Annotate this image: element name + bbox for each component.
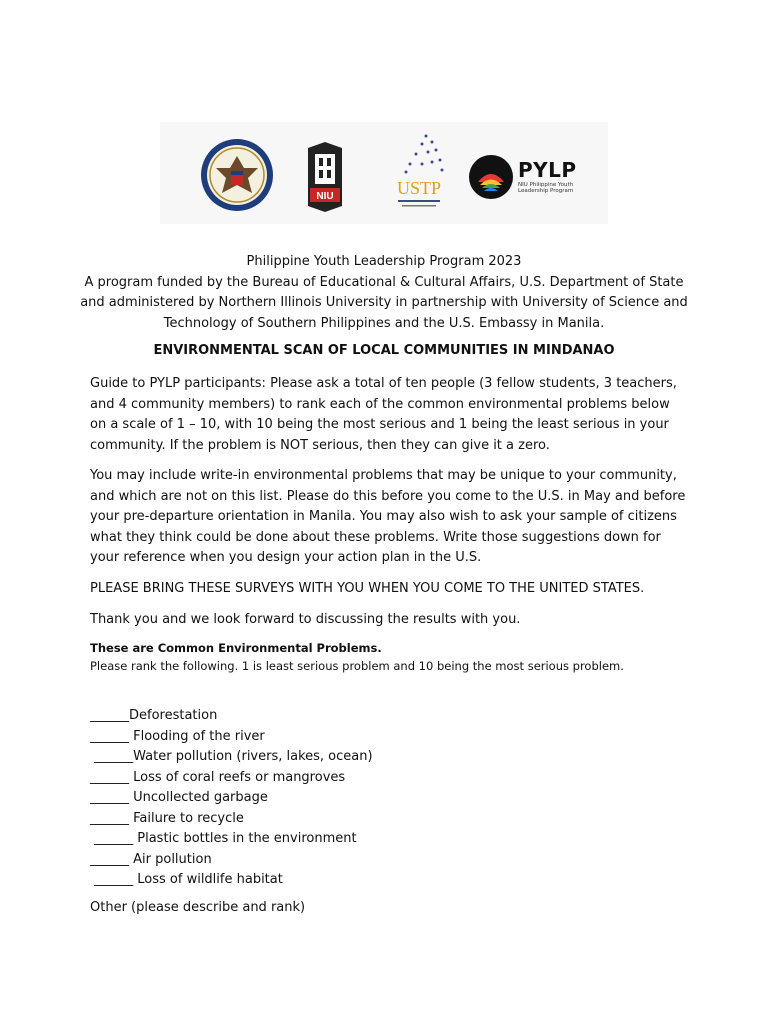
svg-text:NIU: NIU — [316, 191, 334, 202]
admin-line: and administered by Northern Illinois University in partnership with University of Science and — [80, 295, 688, 310]
niu-logo-icon — [306, 140, 344, 212]
list-item[interactable]: ______Deforestation — [90, 708, 218, 723]
problems-list — [90, 706, 373, 891]
funding-line: A program funded by the Bureau of Educational & Cultural Affairs, U.S. Department of State — [84, 274, 684, 290]
list-item[interactable]: ______ Failure to recycle — [90, 810, 244, 826]
partner-line: Technology of Southern Philippines and the U.S. Embassy in Manila. — [163, 315, 605, 331]
pylp-logo-subtitle: NIU Philippine Youth Leadership Program — [518, 182, 574, 194]
list-item[interactable]: ______ Plastic bottles in the environment — [90, 831, 357, 846]
list-item[interactable]: ______ Loss of wildlife habitat — [90, 872, 283, 887]
problems-instruction: Please rank the following. 1 is least serious problem and 10 being the most serious problem. — [90, 659, 624, 673]
ustp-logo-icon — [386, 130, 452, 216]
program-line: Philippine Youth Leadership Program 2023 — [246, 254, 522, 269]
logo-strip — [160, 122, 608, 224]
list-item[interactable]: ______Water pollution (rivers, lakes, ocean) — [90, 749, 373, 764]
document-title: ENVIRONMENTAL SCAN OF LOCAL COMMUNITIES IN MINDANAO — [153, 343, 615, 358]
svg-text:USTP: USTP — [396, 178, 442, 198]
thanks-paragraph: Thank you and we look forward to discussing the results with you. — [90, 612, 521, 627]
list-item[interactable]: ______ Air pollution — [90, 851, 212, 867]
writein-paragraph: You may include write-in environmental problems that may be unique to your community, and which are not on this list. Please do this before you come to the U.S. in May and before your pre-departure orientation in Manila. You may also wish to ask your sample of citizens what they think could be done about these problems. Write those suggestions down for your reference when you design your action plan in the U.S. — [90, 468, 686, 565]
guide-paragraph: Guide to PYLP participants: Please ask a total of ten people (3 fellow students, 3 teachers, and 4 community members) to rank each of the common environmental problems below on a scale of 1 – 10, with 10 being the most serious and 1 being the least serious in your community. If the problem is NOT serious, then they can give it a zero. — [90, 376, 677, 453]
pylp-logo-text: PYLP — [518, 158, 577, 182]
state-department-seal-icon — [200, 138, 274, 212]
list-item[interactable]: ______ Loss of coral reefs or mangroves — [90, 769, 346, 785]
list-item[interactable]: ______ Uncollected garbage — [90, 790, 268, 805]
problems-heading: These are Common Environmental Problems. — [90, 641, 382, 655]
other-prompt: Other (please describe and rank) — [90, 900, 306, 915]
list-item[interactable]: ______ Flooding of the river — [90, 728, 265, 744]
bring-surveys-paragraph: PLEASE BRING THESE SURVEYS WITH YOU WHEN YOU COME TO THE UNITED STATES. — [90, 581, 645, 596]
